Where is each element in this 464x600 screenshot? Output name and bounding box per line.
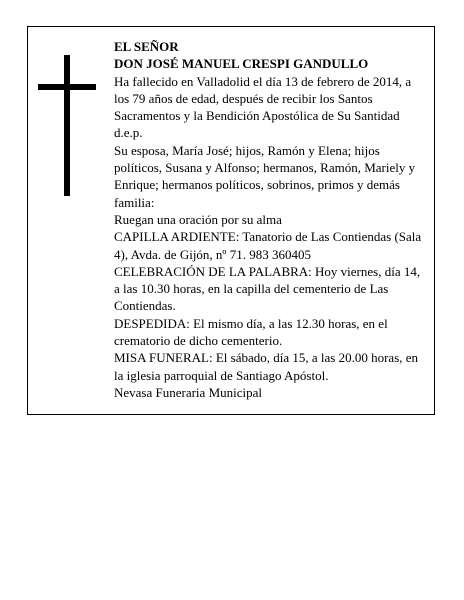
farewell-info: DESPEDIDA: El mismo día, a las 12.30 horas, en el crematorio de dicho cementerio. [114,315,388,349]
obituary-text-block [114,38,428,401]
funeral-mass-info: MISA FUNERAL: El sábado, día 15, a las 20.00 horas, en la iglesia parroquial de Santiago Apóstol. [114,350,419,383]
death-announcement: Ha fallecido en Valladolid el día 13 de febrero de 2014, a los 79 años de edad, después de recibir los Santos Sacramentos y la Bendición Apostólica de Su Santidad d.e.p. [114,73,412,141]
funeral-chapel-info: CAPILLA ARDIENTE: Tanatorio de Las Contiendas (Sala 4), Avda. de Gijón, nº 71. 983 360405 [114,229,422,262]
cross-vertical-bar [64,55,70,196]
celebration-info: CELEBRACIÓN DE LA PALABRA: Hoy viernes, día 14, a las 10.30 horas, en la capilla del cementerio de Las Contiendas. [114,263,421,314]
notice-title: EL SEÑOR [114,39,179,54]
funeral-home-name: Nevasa Funeraria Municipal [114,384,263,400]
cross-horizontal-bar [38,84,96,90]
family-list: Su esposa, María José; hijos, Ramón y Elena; hijos políticos, Susana y Alfonso; hermanos, Ramón, Mariely y Enrique; hermanos políticos, sobrinos, primos y demás familia: [114,142,416,210]
prayer-request: Ruegan una oración por su alma [114,211,282,227]
deceased-name: DON JOSÉ MANUEL CRESPI GANDULLO [114,56,369,72]
